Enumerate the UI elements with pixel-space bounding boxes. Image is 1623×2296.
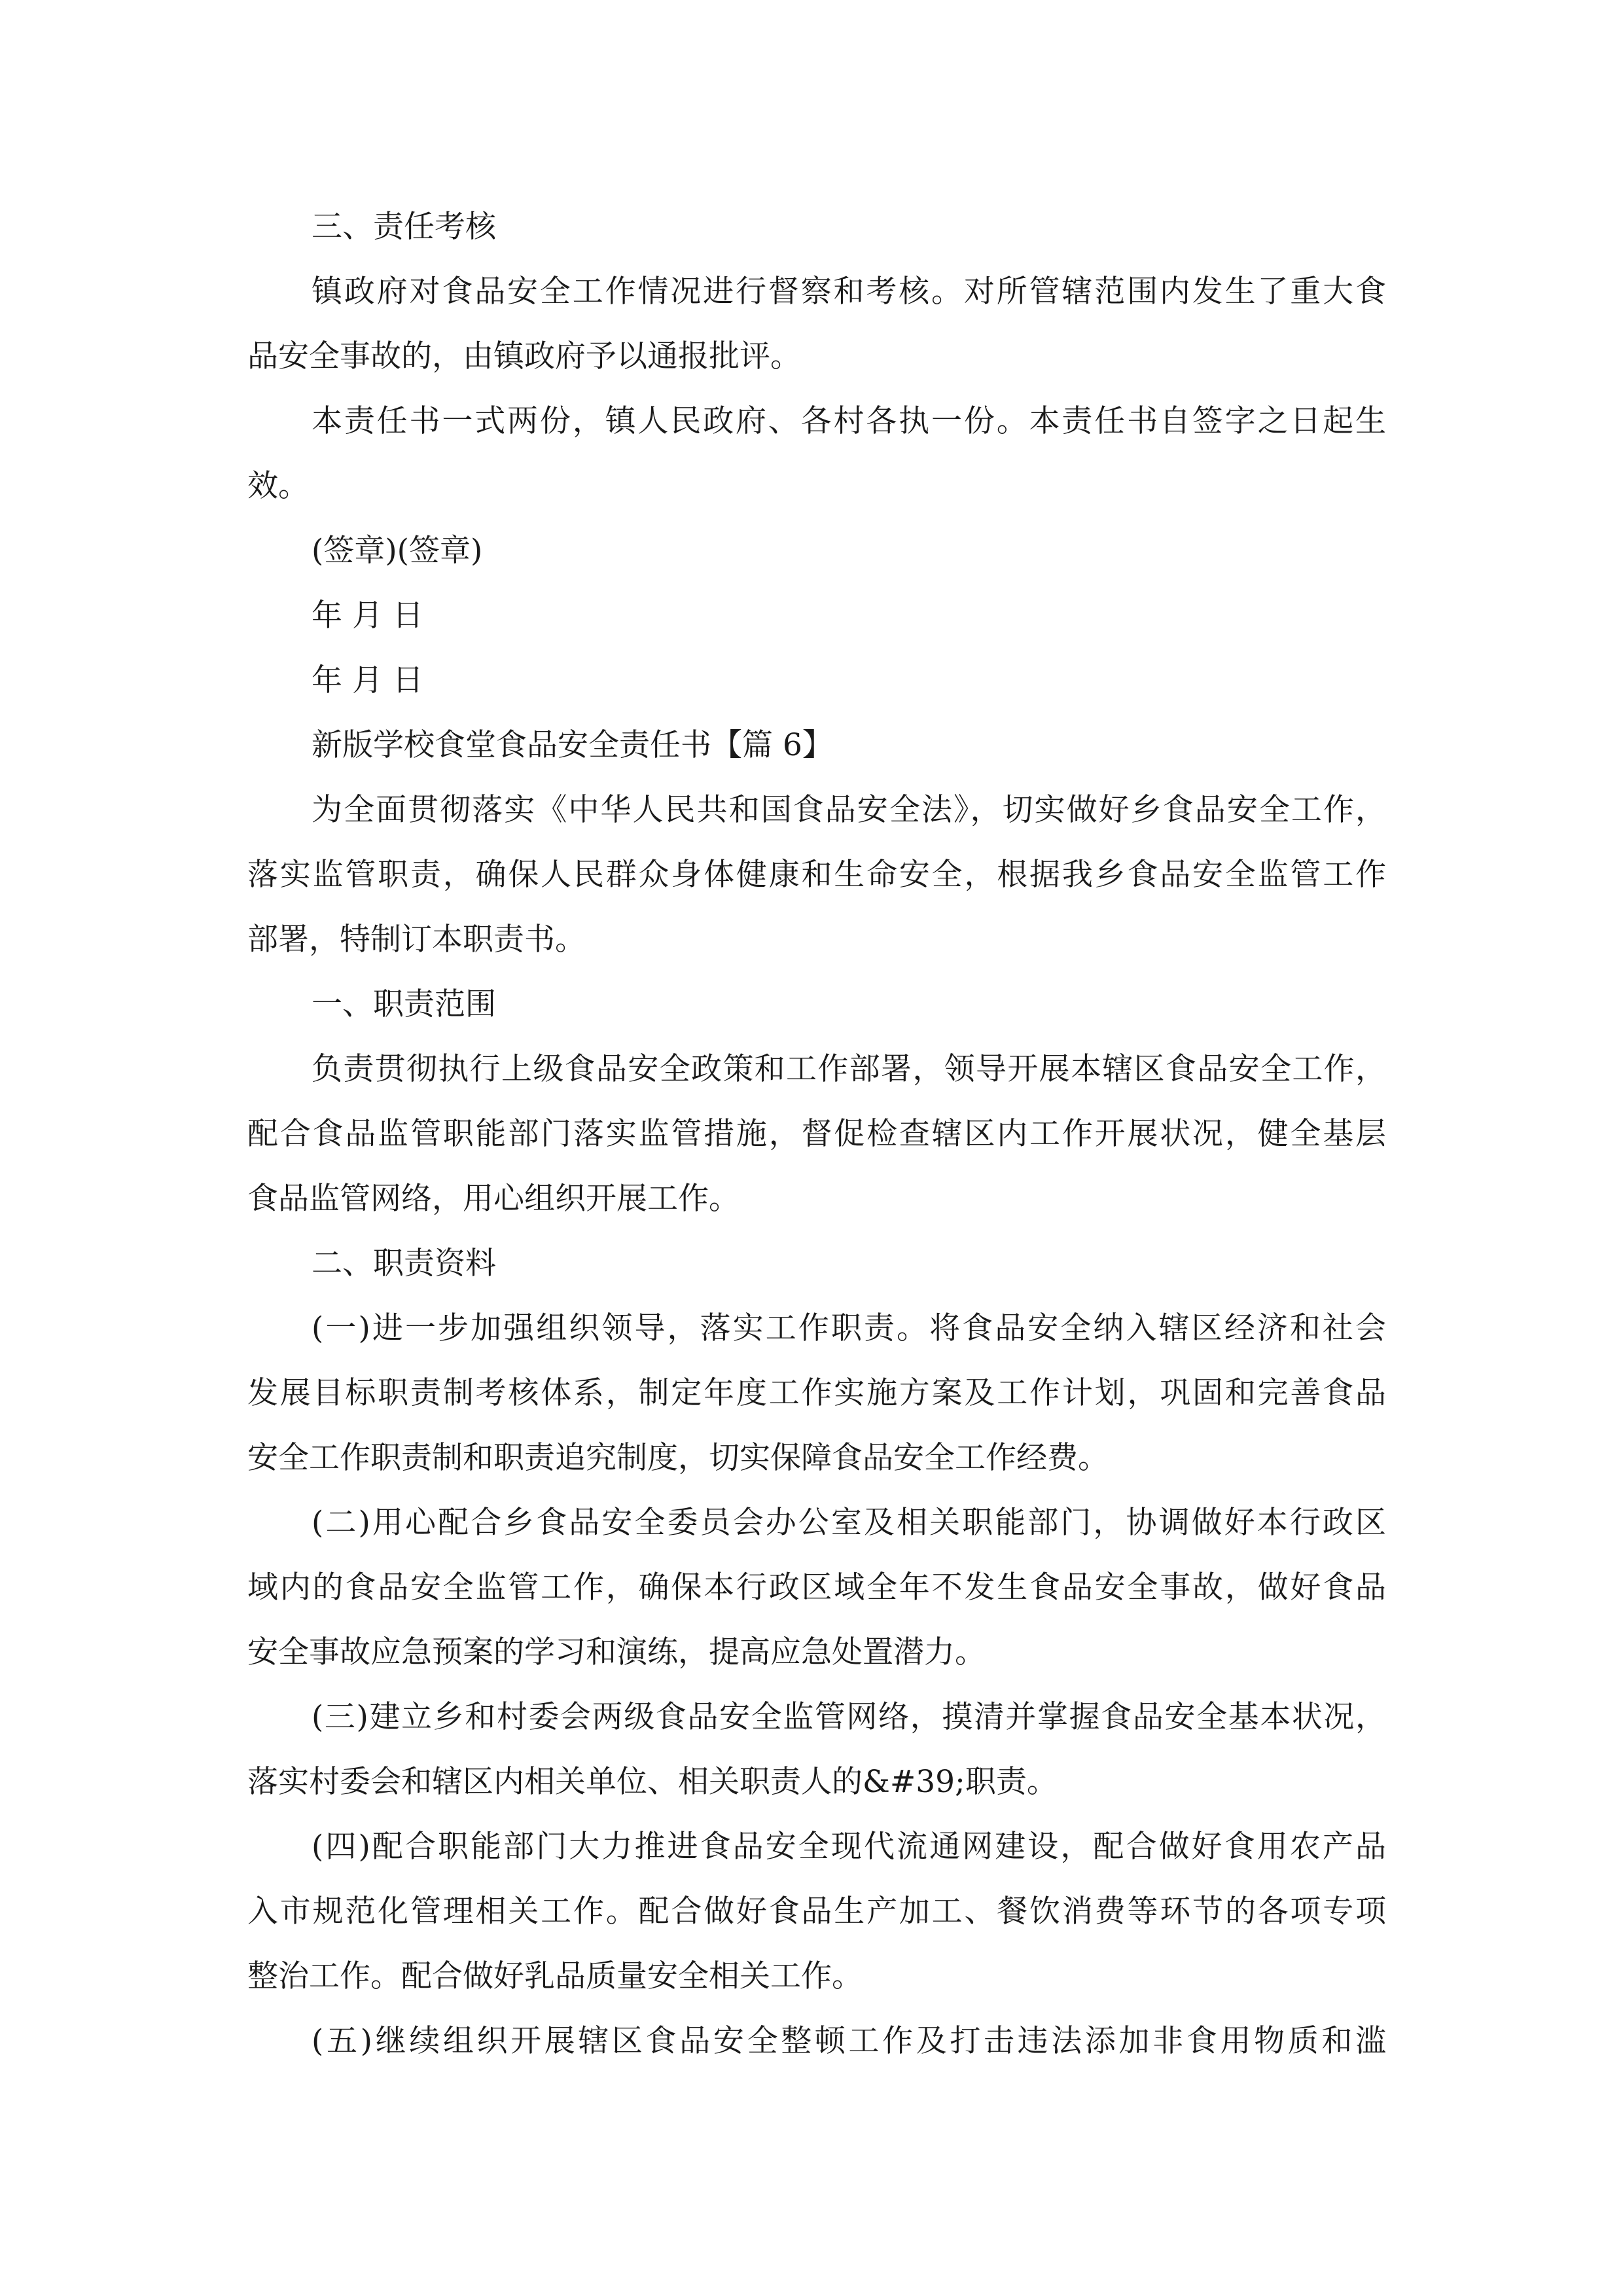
section-heading-content: 二、职责资料 [312,1246,496,1282]
paragraph-line: 部署，特制订本职责书。 [247,922,586,958]
article-title: 新版学校食堂食品安全责任书【篇 6】 [312,727,833,763]
signature-line: (签章)(签章) [312,533,483,569]
paragraph-line: 域内的食品安全监管工作，确保本行政区域全年不发生食品安全事故，做好食品 [247,1570,1386,1605]
paragraph-line: 本责任书一式两份，镇人民政府、各村各执一份。本责任书自签字之日起生 [312,403,1386,439]
paragraph-line: (四)配合职能部门大力推进食品安全现代流通网建设，配合做好食用农产品 [312,1829,1386,1865]
paragraph-line: 效。 [247,468,309,504]
paragraph-line: 食品监管网络，用心组织开展工作。 [247,1181,740,1217]
paragraph-line: (一)进一步加强组织领导，落实工作职责。将食品安全纳入辖区经济和社会 [312,1310,1386,1346]
paragraph-line: 品安全事故的，由镇政府予以通报批评。 [247,338,801,374]
paragraph-line: 配合食品监管职能部门落实监管措施，督促检查辖区内工作开展状况，健全基层 [247,1116,1386,1152]
paragraph-line: (五)继续组织开展辖区食品安全整顿工作及打击违法添加非食用物质和滥 [312,2023,1386,2059]
paragraph-line: 镇政府对食品安全工作情况进行督察和考核。对所管辖范围内发生了重大食 [312,274,1386,310]
paragraph-line: 落实村委会和辖区内相关单位、相关职责人的&#39;职责。 [247,1764,1058,1800]
paragraph-line: 发展目标职责制考核体系，制定年度工作实施方案及工作计划，巩固和完善食品 [247,1375,1386,1411]
paragraph-line: 入市规范化管理相关工作。配合做好食品生产加工、餐饮消费等环节的各项专项 [247,1893,1386,1929]
section-heading-responsibility-assessment: 三、责任考核 [312,209,496,245]
date-line: 年 月 日 [312,598,423,634]
paragraph-line: 整治工作。配合做好乳品质量安全相关工作。 [247,1958,863,1994]
paragraph-line: (三)建立乡和村委会两级食品安全监管网络，摸清并掌握食品安全基本状况， [312,1699,1386,1735]
paragraph-line: 为全面贯彻落实《中华人民共和国食品安全法》，切实做好乡食品安全工作， [312,792,1386,828]
paragraph-line: 安全工作职责制和职责追究制度，切实保障食品安全工作经费。 [247,1440,1109,1476]
date-line: 年 月 日 [312,662,423,698]
paragraph-line: 安全事故应急预案的学习和演练，提高应急处置潜力。 [247,1634,986,1670]
paragraph-line: (二)用心配合乡食品安全委员会办公室及相关职能部门，协调做好本行政区 [312,1505,1386,1541]
paragraph-line: 落实监管职责，确保人民群众身体健康和生命安全，根据我乡食品安全监管工作 [247,857,1386,893]
section-heading-scope: 一、职责范围 [312,986,496,1022]
paragraph-line: 负责贯彻执行上级食品安全政策和工作部署，领导开展本辖区食品安全工作， [312,1051,1386,1087]
